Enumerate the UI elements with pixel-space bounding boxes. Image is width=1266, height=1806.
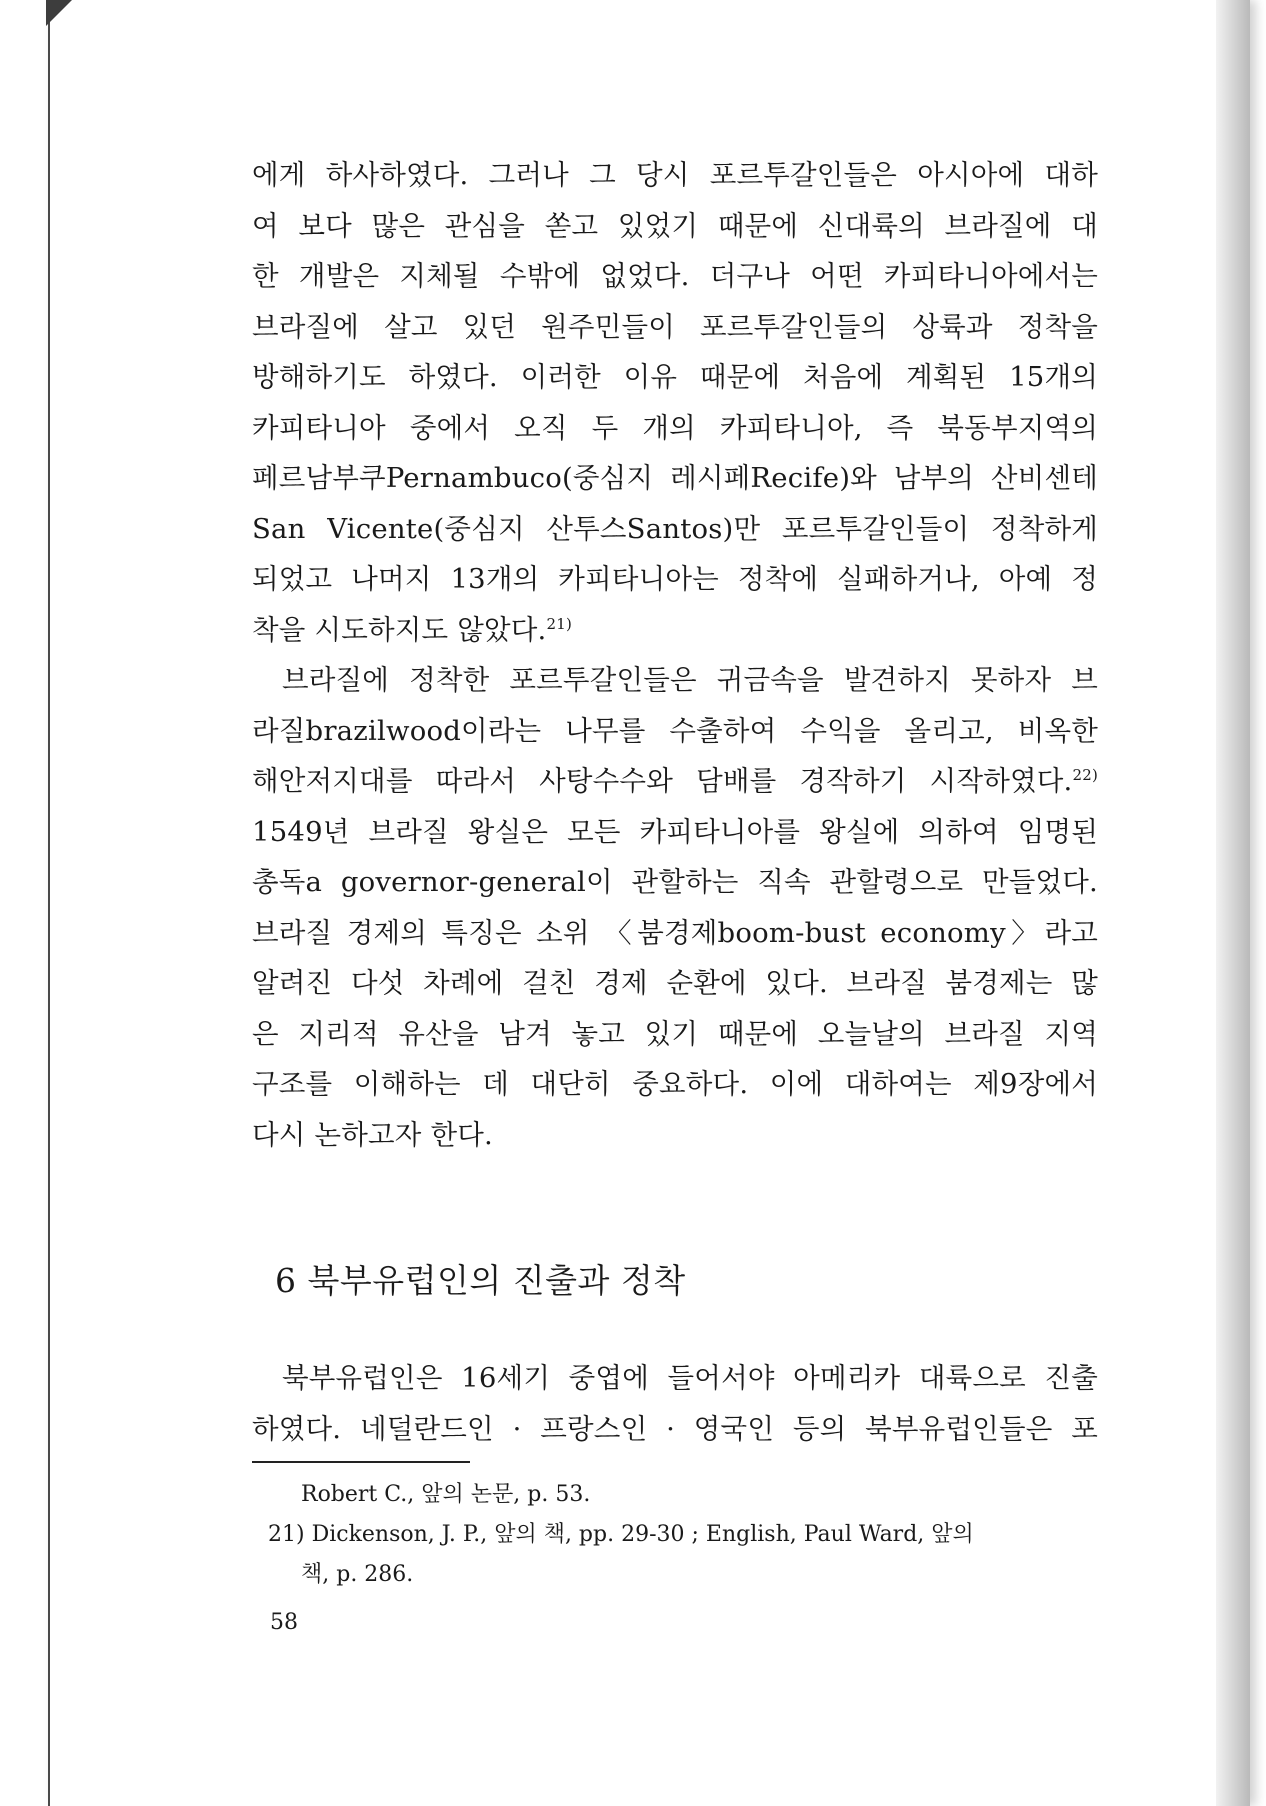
text-line: 알려진 다섯 차례에 걸친 경제 순환에 있다. 브라질 붐경제는 많 <box>252 967 1098 999</box>
text-line: 에게 하사하였다. 그러나 그 당시 포르투갈인들은 아시아에 대하 <box>252 159 1098 191</box>
text-line-content: 해안저지대를 따라서 사탕수수와 담배를 경작하기 시작하였다. <box>252 765 1073 797</box>
footnote-line: Robert C., 앞의 논문, p. 53. <box>301 1482 591 1507</box>
text-line: 브라질 경제의 특징은 소위 〈붐경제boom-bust economy〉라고 <box>252 916 1098 949</box>
footnotes <box>268 1475 1098 1595</box>
text-line: 다시 논하고자 한다. <box>252 1118 493 1151</box>
text-line: 1549년 브라질 왕실은 모든 카피타니아를 왕실에 의하여 임명된 <box>252 815 1098 848</box>
page-number: 58 <box>270 1610 298 1635</box>
text-line: 라질brazilwood이라는 나무를 수출하여 수익을 올리고, 비옥한 <box>252 714 1098 747</box>
folded-corner <box>46 0 72 26</box>
text-line: 여 보다 많은 관심을 쏟고 있었기 때문에 신대륙의 브라질에 대 <box>252 209 1098 242</box>
text-line <box>252 756 1098 807</box>
section-text <box>252 1353 1098 1454</box>
text-line <box>252 605 1098 656</box>
main-text <box>252 150 1098 1160</box>
text-line: 은 지리적 유산을 남겨 놓고 있기 때문에 오늘날의 브라질 지역 <box>252 1017 1098 1050</box>
text-line: 총독a governor-general이 관할하는 직속 관할령으로 만들었다. <box>252 866 1098 898</box>
text-line: 북부유럽인은 16세기 중엽에 들어서야 아메리카 대륙으로 진출 <box>282 1362 1098 1394</box>
footnote-line: 21) Dickenson, J. P., 앞의 책, pp. 29-30 ; English, Paul Ward, 앞의 <box>268 1522 974 1547</box>
text-line: 페르남부쿠Pernambuco(중심지 레시페Recife)와 남부의 산비센테 <box>252 462 1098 494</box>
text-line: 카피타니아 중에서 오직 두 개의 카피타니아, 즉 북동부지역의 <box>252 411 1098 444</box>
text-line: 방해하기도 하였다. 이러한 이유 때문에 처음에 계획된 15개의 <box>252 361 1098 393</box>
text-line: San Vicente(중심지 산투스Santos)만 포르투갈인들이 정착하게 <box>252 512 1098 545</box>
text-line: 되었고 나머지 13개의 카피타니아는 정착에 실패하거나, 아예 정 <box>252 563 1098 595</box>
footnote-ref-22: 22) <box>1072 765 1098 784</box>
text-line: 브라질에 정착한 포르투갈인들은 귀금속을 발견하지 못하자 브 <box>282 664 1098 696</box>
text-line: 구조를 이해하는 데 대단히 중요하다. 이에 대하여는 제9장에서 <box>252 1068 1098 1100</box>
footnote-divider <box>252 1461 470 1463</box>
text-line-content: 착을 시도하지도 않았다. <box>252 613 547 646</box>
text-line: 하였다. 네덜란드인 · 프랑스인 · 영국인 등의 북부유럽인들은 포 <box>252 1412 1098 1445</box>
text-line: 브라질에 살고 있던 원주민들이 포르투갈인들의 상륙과 정착을 <box>252 310 1098 343</box>
section-heading: 6 북부유럽인의 진출과 정착 <box>275 1261 686 1300</box>
page-gutter-shadow <box>1216 0 1250 1806</box>
text-line: 한 개발은 지체될 수밖에 없었다. 더구나 어떤 카피타니아에서는 <box>252 260 1098 292</box>
footnote-ref-21: 21) <box>546 614 573 633</box>
footnote-line: 책, p. 286. <box>301 1562 414 1587</box>
